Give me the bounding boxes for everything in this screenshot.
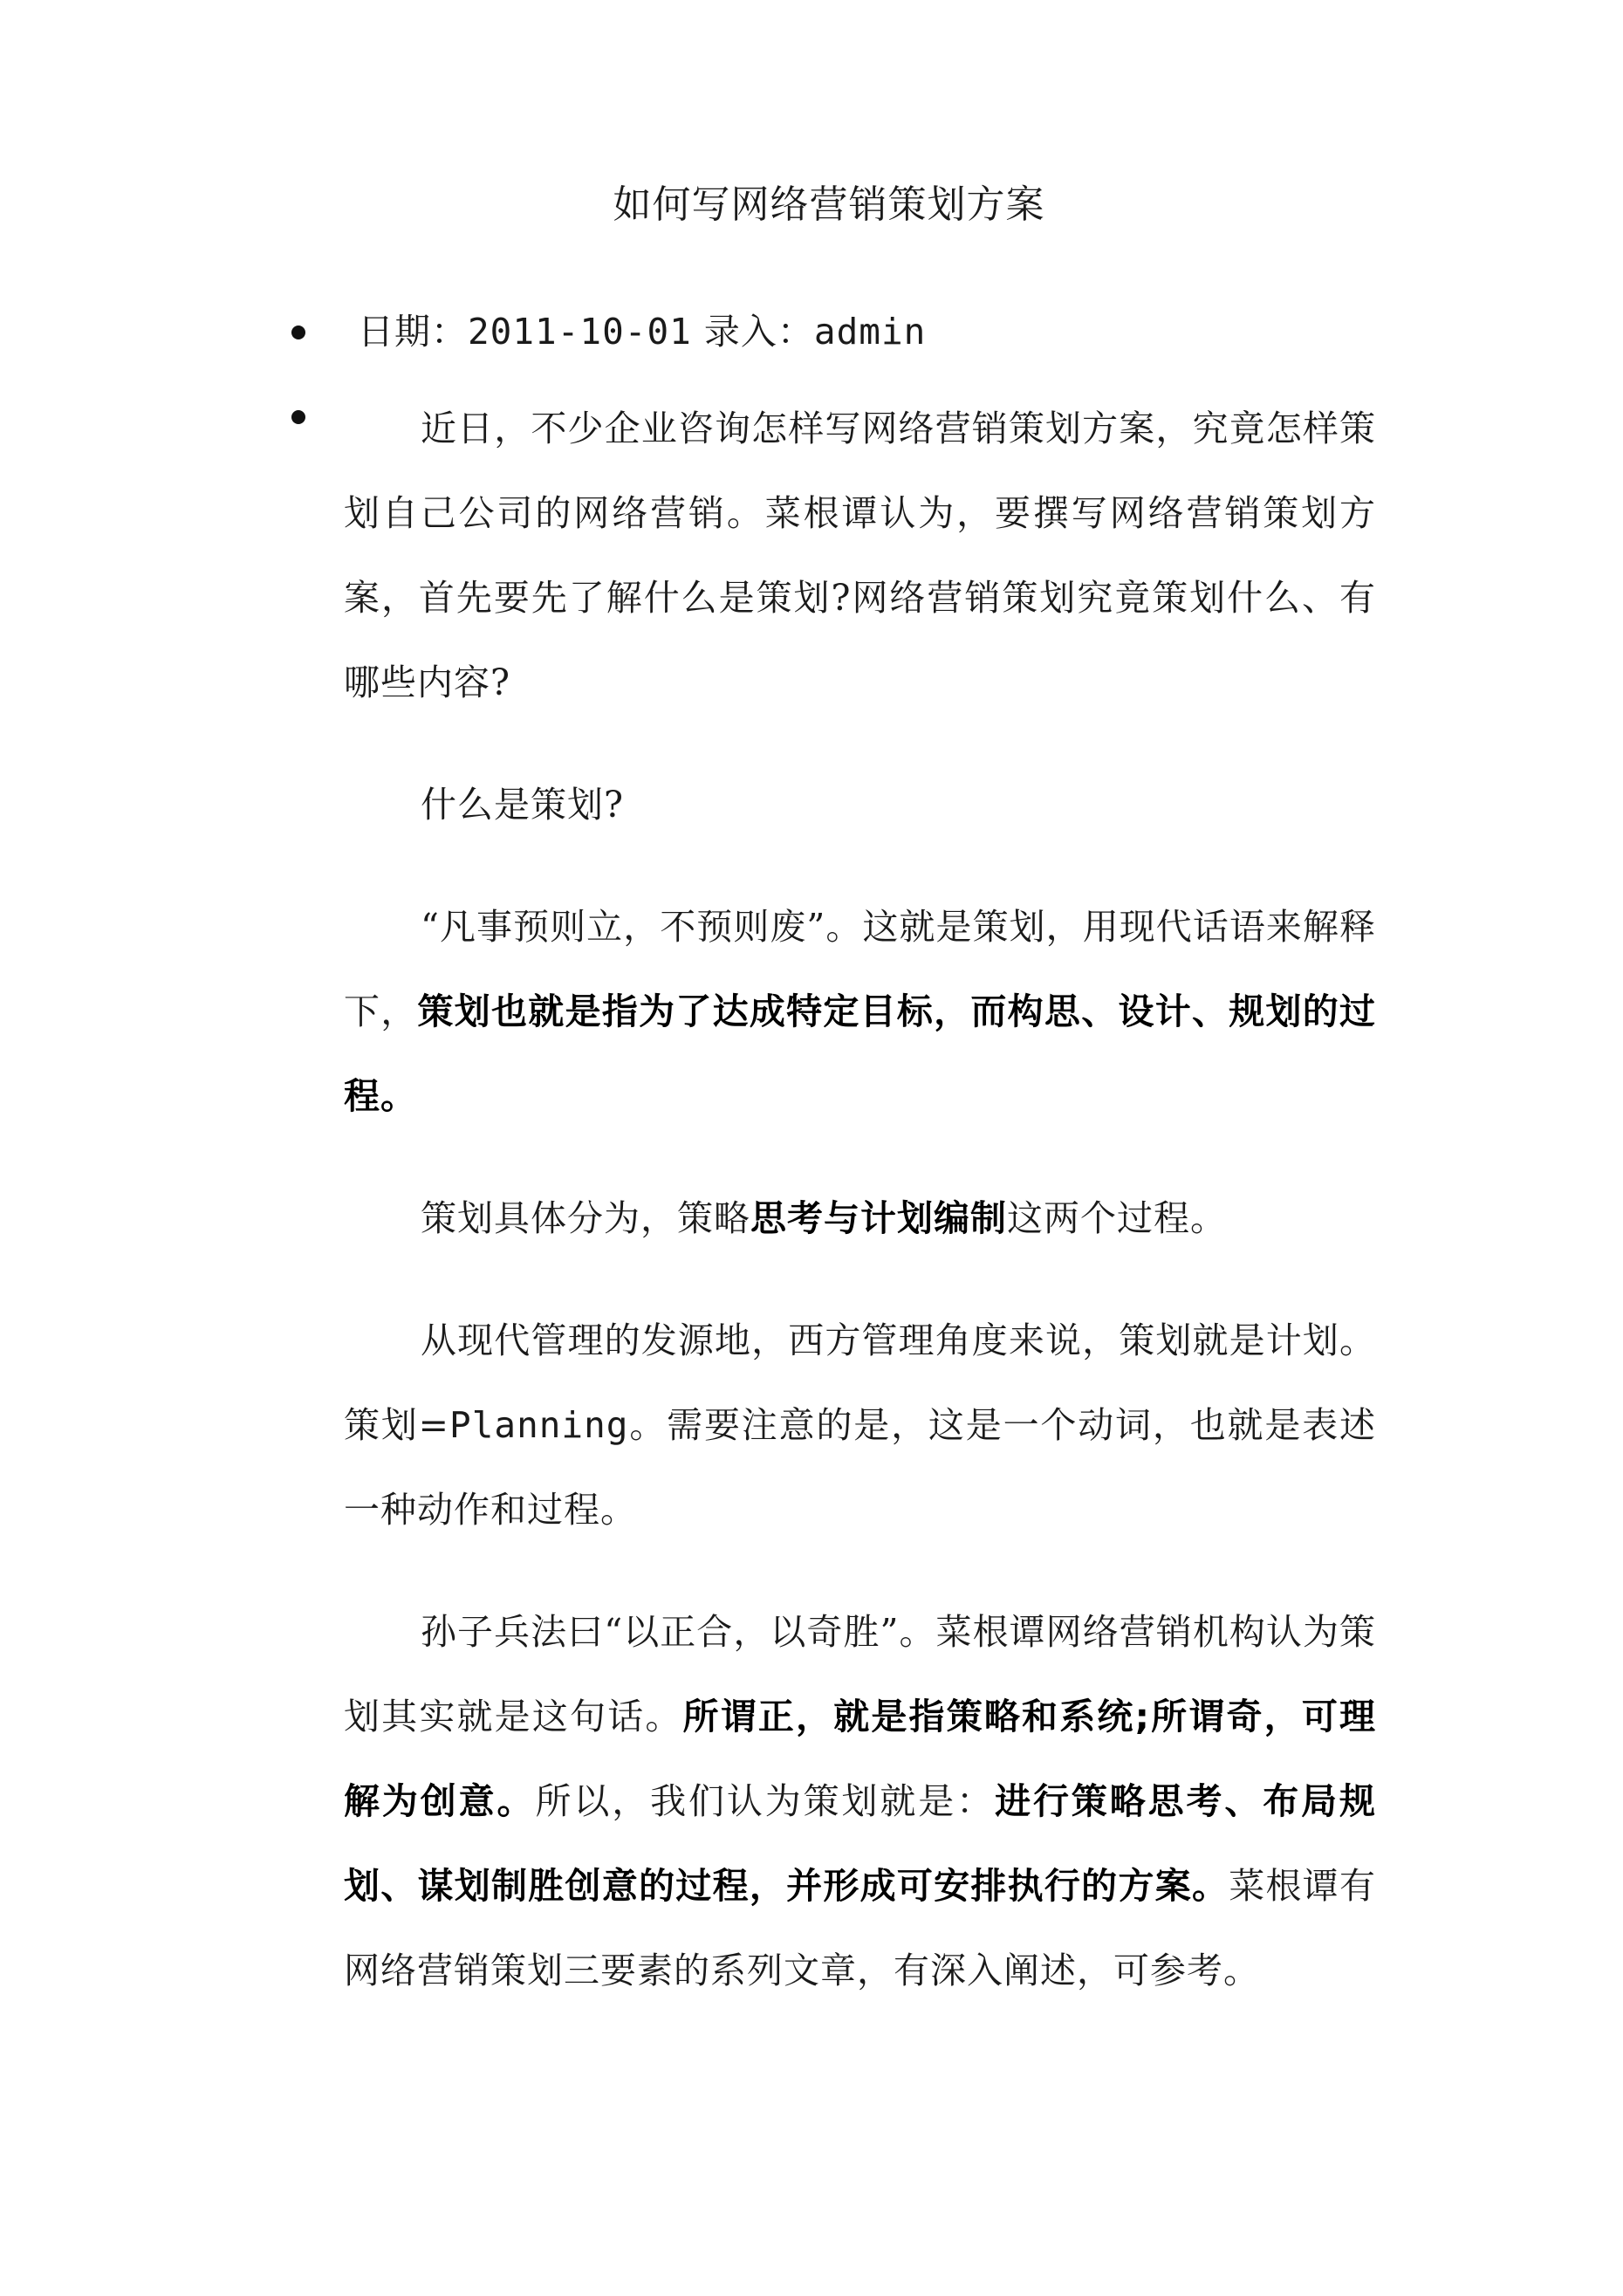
meta-line <box>358 305 926 358</box>
author-value: admin <box>813 311 927 353</box>
text-span: 。需要注意的是，这是一个动词，也就是表述一种动作和过程。 <box>344 1404 1377 1531</box>
text-span: 策划具体分为，策略 <box>421 1197 750 1239</box>
emphasis-text: 思考与计划编制 <box>750 1197 1007 1239</box>
paragraph-breakdown <box>344 1176 1376 1261</box>
paragraph-planning <box>344 1299 1376 1552</box>
text-span: 菜根谭有网络营销策划三要素的系列文章，有深入阐述，可参考。 <box>344 1865 1377 1991</box>
text-span: 从现代管理的发源地，西方管理角度来说，策划就是计划。策划= <box>344 1319 1376 1446</box>
text-span: 孙子兵法曰“以正合，以奇胜”。菜根谭网络营销机构认为策划其实就是这句话。 <box>344 1611 1376 1737</box>
paragraph-suntzu <box>344 1590 1376 2013</box>
emphasis-text: 策划也就是指为了达成特定目标，而构思、设计、规划的过程。 <box>344 990 1377 1117</box>
article-body <box>344 387 1376 2013</box>
bullet-icon <box>291 326 305 339</box>
text-span: 所以，我们认为策划就是： <box>535 1780 996 1822</box>
emphasis-text: 所谓正，就是指策略和系统;所谓奇，可理解为创意。 <box>344 1696 1376 1822</box>
emphasis-text: 进行策略思考、布局规划、谋划制胜创意的过程，并形成可安排执行的方案。 <box>344 1780 1377 1907</box>
text-span: Planning <box>449 1404 629 1446</box>
paragraph-intro: 近日，不少企业咨询怎样写网络营销策划方案，究竟怎样策划自己公司的网络营销。菜根谭认为，要撰写网络营销策划方案，首先要先了解什么是策划?网络营销策划究竟策划什么、有哪些内容? <box>344 408 1376 703</box>
date-value: 2011-10-01 <box>468 311 692 353</box>
paragraph-question: 什么是策划? <box>421 784 624 826</box>
text-span: “凡事预则立，不预则废”。这就是策划，用现代话语来解释下， <box>344 906 1376 1032</box>
document-title: 如何写网络营销策划方案 <box>613 182 1045 227</box>
bullet-icon <box>291 410 305 424</box>
paragraph-definition <box>344 885 1376 1139</box>
date-label: 日期： <box>358 311 468 353</box>
author-label: 录入： <box>703 311 814 353</box>
text-span: 这两个过程。 <box>1007 1197 1227 1239</box>
